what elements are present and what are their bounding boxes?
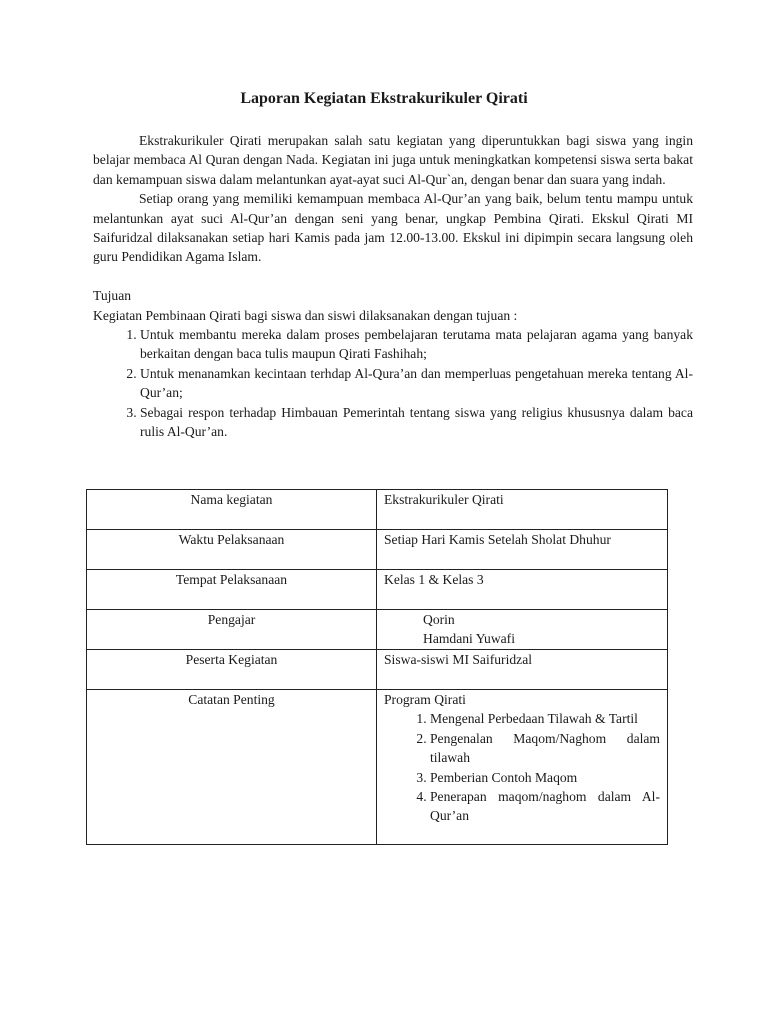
paragraph-second: Setiap orang yang memiliki kemampuan membaca Al-Qur’an yang baik, belum tentu mampu untuk melantunkan ayat suci Al-Qur’an dengan seni yang benar, ungkap Pembina Qirati. Ekskul Qirati MI Saifuridzal dilaksanakan setiap hari Kamis pada jam 12.00-13.00. Ekskul ini dipimpin secara langsung oleh guru Pendidikan Agama Islam.: [93, 191, 693, 265]
row-label: Pengajar: [87, 610, 377, 650]
goals-heading: Tujuan: [93, 288, 132, 304]
note-item: 4. Penerapan maqom/naghom dalam Al-Qur’an: [430, 787, 660, 826]
table-row: [87, 690, 668, 845]
goal-item: 2. Untuk menanamkan kecintaan terhdap Al-Qura’an dan memperluas pengetahuan mereka tentang Al-Qur’an;: [140, 364, 693, 403]
table-row: [87, 490, 668, 530]
row-label: Nama kegiatan: [87, 490, 377, 530]
teacher-name: Hamdani Yuwafi: [423, 631, 515, 647]
row-value-notes: [377, 690, 668, 845]
table-row: [87, 610, 668, 650]
teacher-name: Qorin: [423, 612, 455, 627]
row-label: Tempat Pelaksanaan: [87, 570, 377, 610]
row-value-teachers: [377, 610, 668, 650]
row-label: Catatan Penting: [87, 690, 377, 845]
goals-intro: Kegiatan Pembinaan Qirati bagi siswa dan siswi dilaksanakan dengan tujuan :: [93, 307, 518, 323]
notes-list: [384, 709, 660, 825]
activity-info-table: [86, 489, 668, 845]
goal-item: 3. Sebagai respon terhadap Himbauan Pemerintah tentang siswa yang religius khususnya dalam baca rulis Al-Qur’an.: [140, 403, 693, 442]
note-item: 1. Mengenal Perbedaan Tilawah & Tartil: [430, 709, 660, 728]
notes-heading: Program Qirati: [384, 692, 466, 707]
goals-list: [93, 325, 693, 441]
note-item: 3. Pemberian Contoh Maqom: [430, 768, 660, 787]
table-row: [87, 650, 668, 690]
table-row: [87, 530, 668, 570]
row-label: Peserta Kegiatan: [87, 650, 377, 690]
document-title: Laporan Kegiatan Ekstrakurikuler Qirati: [240, 90, 528, 107]
row-value: Ekstrakurikuler Qirati: [377, 490, 668, 530]
row-label: Waktu Pelaksanaan: [87, 530, 377, 570]
row-value: Setiap Hari Kamis Setelah Sholat Dhuhur: [377, 530, 668, 570]
table-row: [87, 570, 668, 610]
row-value: Siswa-siswi MI Saifuridzal: [377, 650, 668, 690]
blank-line: [93, 267, 693, 286]
paragraph-intro: Ekstrakurikuler Qirati merupakan salah satu kegiatan yang diperuntukkan bagi siswa yang ingin belajar membaca Al Quran dengan Nada. Kegiatan ini juga untuk meningkatkan kompetensi siswa serta bakat dan kemampuan siswa dalam melantunkan ayat-ayat suci Al-Qur`an, dengan benar dan suara yang indah.: [93, 133, 693, 187]
goal-item: 1. Untuk membantu mereka dalam proses pembelajaran terutama mata pelajaran agama yang banyak berkaitan dengan baca tulis maupun Qirati Fashihah;: [140, 325, 693, 364]
document-body: [93, 131, 693, 441]
row-value: Kelas 1 & Kelas 3: [377, 570, 668, 610]
note-item: 2. Pengenalan Maqom/Naghom dalam tilawah: [430, 729, 660, 768]
